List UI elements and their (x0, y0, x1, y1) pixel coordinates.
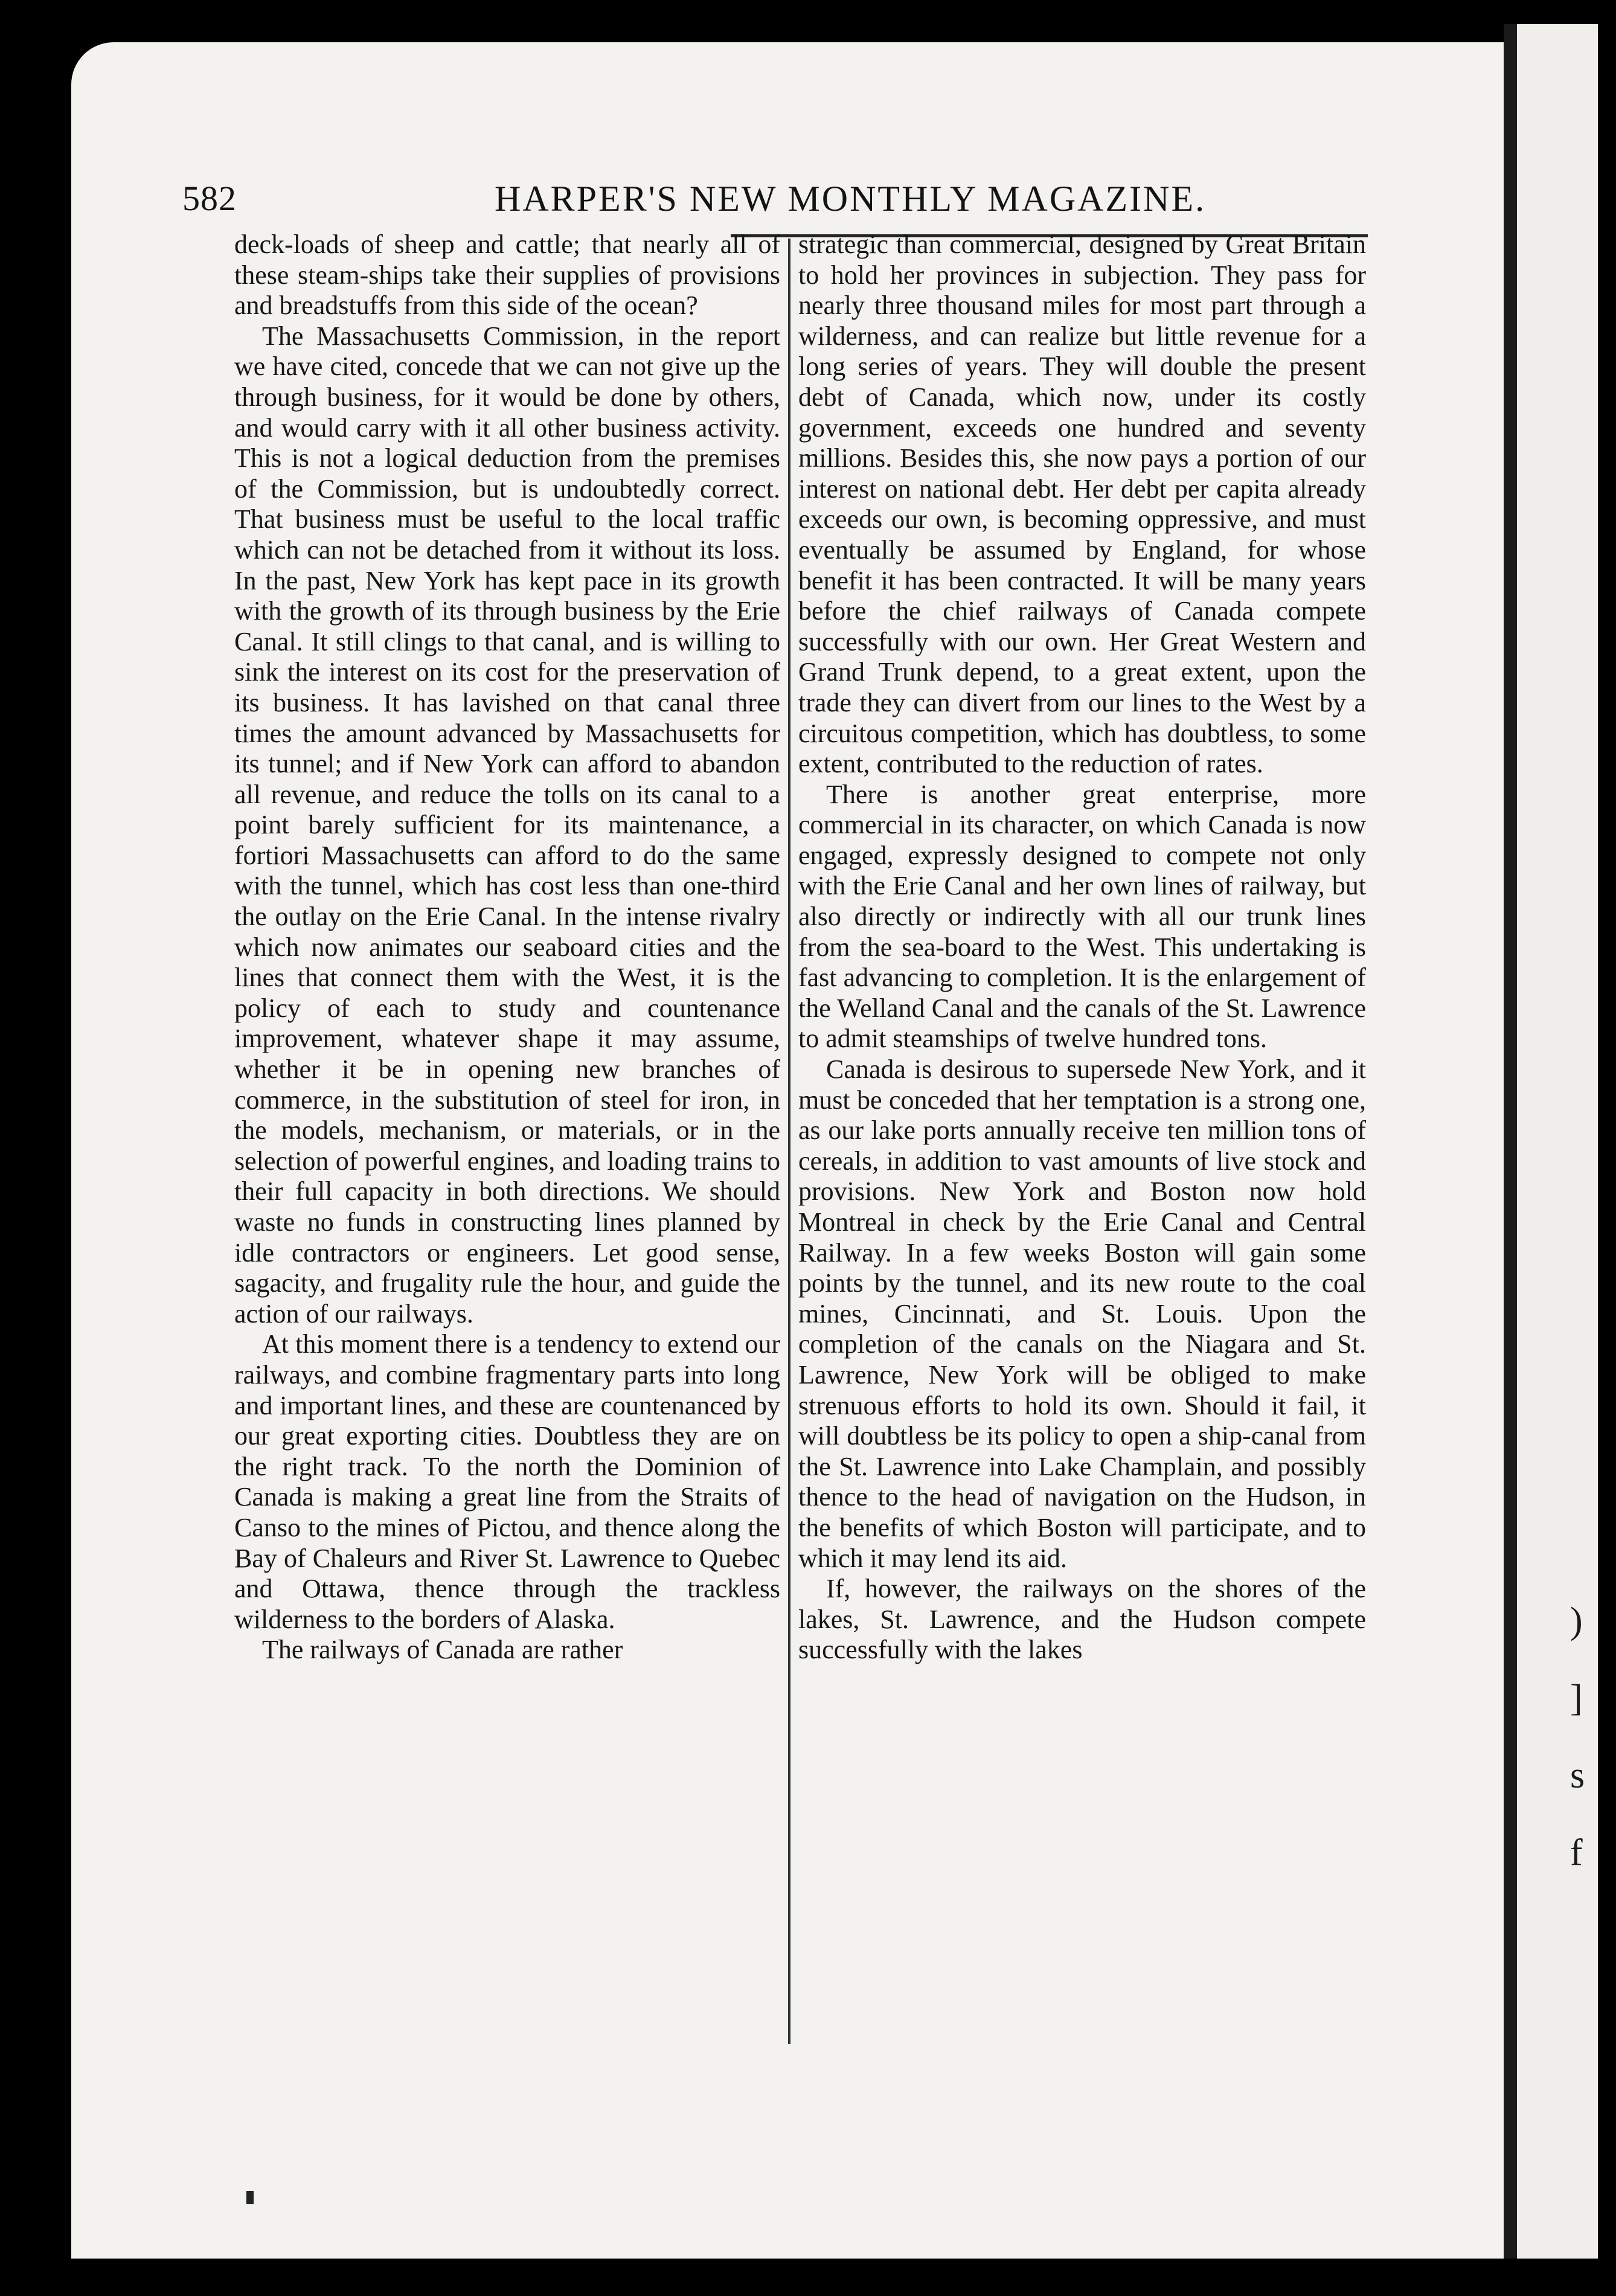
page-header (182, 178, 1390, 226)
paragraph: There is another great enterprise, more commercial in its character, on which Canada is now engaged, expressly designed to compete not only with the Erie Canal and her own lines of railway, but also directly or indirectly with all our trunk lines from the sea-board to the West. This undertaking is fast advancing to completion. It is the enlargement of the Welland Canal and the canals of the St. Lawrence to admit steamships of twelve hundred tons. (798, 779, 1366, 1054)
paragraph: The Massachusetts Commission, in the report we have cited, concede that we can not give up the through business, for it would be done by others, and would carry with it all other business activity. This is not a logical deduction from the premises of the Commission, but is undoubtedly correct. That business must be useful to the local traffic which can not be detached from it without its loss. In the past, New York has kept pace in its growth with the growth of its through business by the Erie Canal. It still clings to that canal, and is willing to sink the interest on its cost for the preservation of its business. It has lavished on that canal three times the amount advanced by Massachusetts for its tunnel; and if New York can afford to abandon all revenue, and reduce the tolls on its canal to a point barely sufficient for its maintenance, a fortiori Massachusetts can afford to do the same with the tunnel, which has cost less than one-third the outlay on the Erie Canal. In the intense rivalry which now animates our seaboard cities and the lines that connect them with the West, it is the policy of each to study and countenance improvement, whatever shape it may assume, whether it be in opening new branches of commerce, in the substitution of steel for iron, in the models, mechanism, or materials, or in the selection of powerful engines, and loading trains to their full capacity in both directions. We should waste no funds in constructing lines planned by idle contractors or engineers. Let good sense, sagacity, and frugality rule the hour, and guide the action of our railways. (234, 321, 780, 1329)
paragraph: If, however, the railways on the shores of the lakes, St. Lawrence, and the Hudson compete successfully with the lakes (798, 1574, 1366, 1665)
paragraph: At this moment there is a tendency to extend our railways, and combine fragmentary parts into long and important lines, and these are countenanced by our great exporting cities. Doubtless they are on the right track. To the north the Dominion of Canada is making a great line from the Straits of Canso to the mines of Pictou, and thence along the Bay of Chaleurs and River St. Lawrence to Quebec and Ottawa, thence through the trackless wilderness to the borders of Alaska. (234, 1329, 780, 1634)
left-column (234, 229, 780, 1666)
page-number: 582 (182, 179, 237, 218)
print-mark (246, 2191, 254, 2204)
paragraph: strategic than commercial, designed by Great Britain to hold her provinces in subjection. They pass for nearly three thousand miles for most part through a wilderness, and can realize but little revenue for a long series of years. They will double the present debt of Canada, which now, under its costly government, exceeds one hundred and seventy millions. Besides this, she now pays a portion of our interest on national debt. Her debt per capita already exceeds our own, is becoming oppressive, and must eventually be assumed by England, for whose benefit it has been contracted. It will be many years before the chief railways of Canada compete successfully with our own. Her Great Western and Grand Trunk depend, to a great extent, upon the trade they can divert from our lines to the West by a circuitous competition, which has doubtless, to some extent, contributed to the reduction of rates. (798, 229, 1366, 779)
facing-page-text-fragments: ) ] s f (1570, 1600, 1585, 1873)
facing-page-edge (1504, 24, 1598, 2259)
paragraph: deck-loads of sheep and cattle; that nearly all of these steam-ships take their supplies of provisions and breadstuffs from this side of the ocean? (234, 229, 780, 321)
paragraph: The railways of Canada are rather (262, 1635, 623, 1665)
column-divider (788, 239, 790, 2044)
right-column (798, 229, 1366, 1666)
running-title: HARPER'S NEW MONTHLY MAGAZINE. (495, 179, 1207, 219)
paragraph: Canada is desirous to supersede New York, and it must be conceded that her temptation is a strong one, as our lake ports annually receive ten million tons of cereals, in addition to vast amounts of live stock and provisions. New York and Boston now hold Montreal in check by the Erie Canal and Central Railway. In a few weeks Boston will gain some points by the tunnel, and its new route to the coal mines, Cincinnati, and St. Louis. Upon the completion of the canals on the Niagara and St. Lawrence, New York will be obliged to make strenuous efforts to hold its own. Should it fail, it will doubtless be its policy to open a ship-canal from the St. Lawrence into Lake Champlain, and possibly thence to the head of navigation on the Hudson, in the benefits of which Boston will participate, and to which it may lend its aid. (798, 1054, 1366, 1573)
page-gutter (1504, 24, 1517, 2259)
